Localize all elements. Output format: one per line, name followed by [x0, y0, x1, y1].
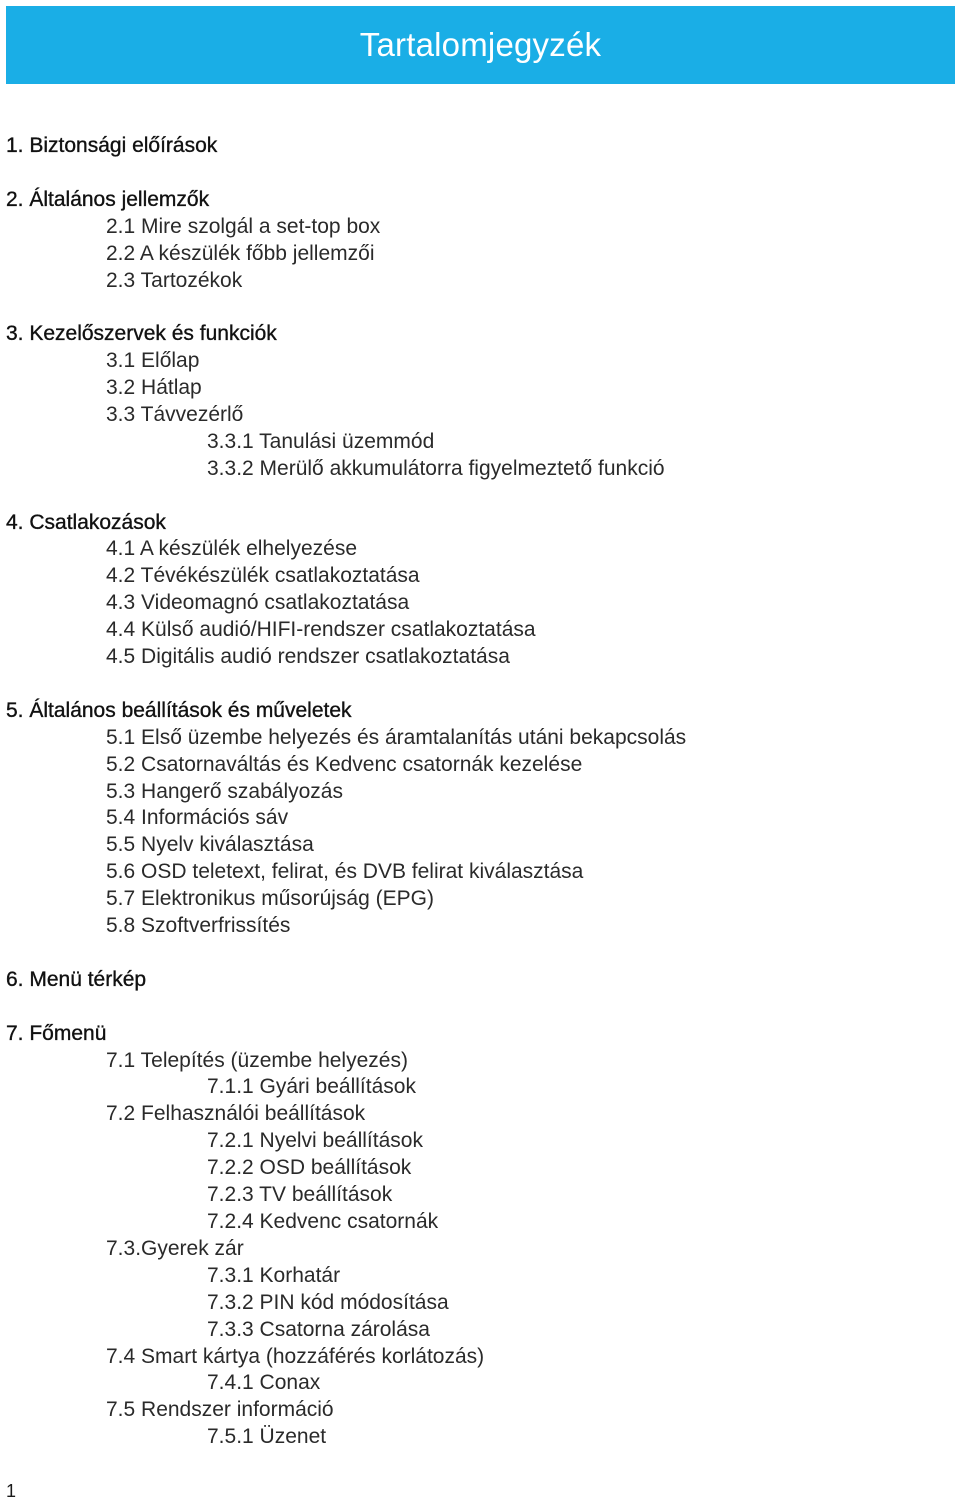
toc-section: 7.3.Gyerek zár [106, 1237, 244, 1260]
toc-chapter: 3. Kezelőszervek és funkciók [6, 322, 277, 345]
toc-subsection: 3.3.2 Merülő akkumulátorra figyelmeztető funkció [207, 457, 665, 480]
toc-section: 7.5 Rendszer információ [106, 1398, 334, 1421]
toc-section: 7.1 Telepítés (üzembe helyezés) [106, 1049, 408, 1072]
toc-subsection: 7.1.1 Gyári beállítások [207, 1075, 416, 1098]
toc-chapter: 4. Csatlakozások [6, 511, 166, 534]
toc-section: 5.7 Elektronikus műsorújság (EPG) [106, 887, 434, 910]
toc-section: 7.2 Felhasználói beállítások [106, 1102, 366, 1125]
toc-chapter: 7. Főmenü [6, 1022, 107, 1045]
toc-section: 4.4 Külső audió/HIFI-rendszer csatlakoztatása [106, 618, 536, 641]
toc-subsection: 7.5.1 Üzenet [207, 1425, 327, 1448]
toc-section: 5.5 Nyelv kiválasztása [106, 833, 314, 856]
toc-section: 3.2 Hátlap [106, 376, 202, 399]
toc-subsection: 7.2.1 Nyelvi beállítások [207, 1129, 423, 1152]
toc-subsection: 7.2.3 TV beállítások [207, 1183, 393, 1206]
toc-subsection: 7.3.1 Korhatár [207, 1264, 341, 1287]
toc-section: 7.4 Smart kártya (hozzáférés korlátozás) [106, 1345, 485, 1368]
toc-section: 3.1 Előlap [106, 349, 200, 372]
toc-chapter: 1. Biztonsági előírások [6, 134, 218, 157]
toc-chapter: 5. Általános beállítások és műveletek [6, 699, 352, 722]
toc-subsection: 7.4.1 Conax [207, 1371, 321, 1394]
toc-section: 4.5 Digitális audió rendszer csatlakoztatása [106, 645, 510, 668]
toc-subsection: 3.3.1 Tanulási üzemmód [207, 430, 435, 453]
toc-section: 5.8 Szoftverfrissítés [106, 914, 291, 937]
toc-section: 5.2 Csatornaváltás és Kedvenc csatornák kezelése [106, 753, 583, 776]
toc-section: 2.2 A készülék főbb jellemzői [106, 242, 375, 265]
toc-section: 5.1 Első üzembe helyezés és áramtalanítás utáni bekapcsolás [106, 726, 687, 749]
toc-section: 5.4 Információs sáv [106, 806, 289, 829]
toc-section: 4.3 Videomagnó csatlakoztatása [106, 591, 410, 614]
page-title: Tartalomjegyzék [359, 26, 602, 63]
toc-section: 5.3 Hangerő szabályozás [106, 780, 343, 803]
toc-subsection: 7.3.3 Csatorna zárolása [207, 1318, 430, 1341]
toc-section: 2.1 Mire szolgál a set-top box [106, 215, 381, 238]
page-number: 1 [6, 1481, 17, 1501]
toc-subsection: 7.2.4 Kedvenc csatornák [207, 1210, 439, 1233]
toc-chapter: 2. Általános jellemzők [6, 188, 210, 211]
toc-section: 4.1 A készülék elhelyezése [106, 537, 357, 560]
toc-subsection: 7.2.2 OSD beállítások [207, 1156, 412, 1179]
toc-section: 3.3 Távvezérlő [106, 403, 244, 426]
toc-section: 5.6 OSD teletext, felirat, és DVB felirat kiválasztása [106, 860, 584, 883]
toc-section: 4.2 Tévékészülék csatlakoztatása [106, 564, 420, 587]
toc-section: 2.3 Tartozékok [106, 269, 243, 292]
toc-subsection: 7.3.2 PIN kód módosítása [207, 1291, 449, 1314]
toc-chapter: 6. Menü térkép [6, 968, 147, 991]
